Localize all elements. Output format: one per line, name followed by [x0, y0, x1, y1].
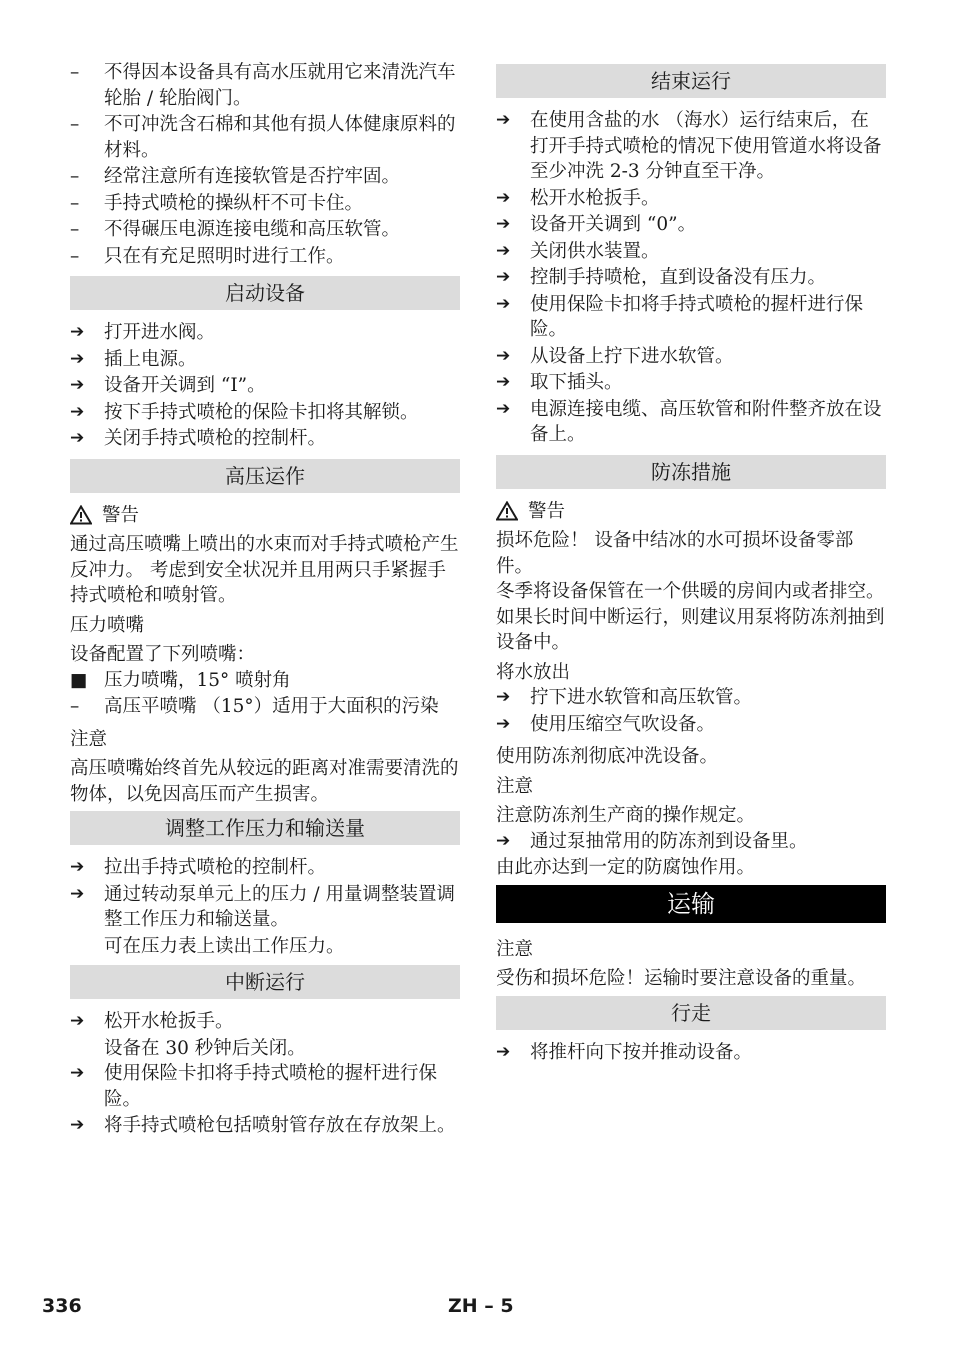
- arrow-icon: ➔: [70, 1063, 85, 1083]
- dash-marker: –: [70, 192, 80, 214]
- list-item: ➔ 使用保险卡扣将手持式喷枪的握杆进行保险。: [496, 293, 864, 340]
- list-item: ➔ 使用保险卡扣将手持式喷枪的握杆进行保险。: [70, 1063, 438, 1110]
- section-heading-end: 结束运行: [496, 64, 886, 98]
- warning-text-2: 冬季将设备保管在一个供暖的房间内或者排空。 如果长时间中断运行，则建议用泵将防冻剂抽到设备中。: [496, 581, 885, 653]
- dash-marker: –: [70, 245, 80, 267]
- warning-triangle-icon: [70, 505, 92, 525]
- note-label: 注意: [496, 938, 534, 960]
- safety-dash-list: [70, 60, 460, 269]
- note-text: 注意防冻剂生产商的操作规定。: [496, 805, 756, 826]
- dash-marker: –: [70, 166, 80, 187]
- list-item: ➔ 打开进水阀。: [70, 320, 460, 346]
- list-item: ➔ 拉出手持式喷枪的控制杆。: [70, 855, 460, 881]
- square-marker: ■: [70, 669, 88, 691]
- list-item: ➔ 按下手持式喷枪的保险卡扣将其解锁。: [70, 400, 460, 426]
- list-item: ➔ 电源连接电缆、高压软管和附件整齐放在设备上。: [496, 398, 882, 445]
- list-item: ➔ 控制手持喷枪，直到设备没有压力。: [496, 265, 886, 291]
- arrow-icon: ➔: [496, 110, 511, 130]
- list-item: ➔ 松开水枪扳手。: [496, 186, 886, 212]
- drain-heading: 将水放出: [496, 661, 571, 683]
- list-item: ➔ 取下插头。: [496, 370, 886, 396]
- right-column: [496, 60, 886, 1066]
- list-item: ➔ 在使用含盐的水 （海水）运行结束后，在打开手持式喷枪的情况下使用管道水将设备至少冲洗 2-3 分钟直至干净。: [496, 110, 882, 182]
- arrow-icon: ➔: [496, 687, 511, 707]
- dash-marker: –: [70, 696, 80, 717]
- arrow-icon: ➔: [70, 1011, 85, 1031]
- warning-label: 警告: [70, 503, 460, 529]
- warning-triangle-icon: [496, 501, 518, 521]
- flush-text: 使用防冻剂彻底冲洗设备。: [496, 746, 719, 767]
- list-item: ➔ 通过转动泵单元上的压力 / 用量调整装置调整工作压力和输送量。: [70, 883, 455, 930]
- arrow-icon: ➔: [70, 428, 85, 448]
- end-steps: [496, 108, 886, 448]
- after-text: 由此亦达到一定的防腐蚀作用。: [496, 857, 756, 878]
- nozzle-intro: 设备配置了下列喷嘴：: [70, 644, 256, 665]
- list-item: ➔ 拧下进水软管和高压软管。: [496, 685, 886, 711]
- list-item: – 高压平喷嘴 （15°）适用于大面积的污染: [70, 694, 460, 720]
- arrow-icon: ➔: [496, 372, 511, 392]
- section-heading-adjust: 调整工作压力和输送量: [70, 811, 460, 845]
- dash-marker: –: [70, 219, 80, 240]
- note-text: 高压喷嘴始终首先从较远的距离对准需要清洗的物体，以免因高压而产生损害。: [70, 758, 459, 805]
- section-heading-frost: 防冻措施: [496, 455, 886, 489]
- list-item: ➔ 使用压缩空气吹设备。: [496, 712, 886, 738]
- list-item: – 不得碾压电源连接电缆和高压软管。: [70, 217, 460, 243]
- list-item: ■ 压力喷嘴，15° 喷射角: [70, 668, 460, 694]
- note-label: 注意: [70, 728, 108, 750]
- section-heading-interrupt: 中断运行: [70, 965, 460, 999]
- list-item: ➔ 松开水枪扳手。: [70, 1009, 460, 1035]
- arrow-icon: ➔: [70, 348, 85, 369]
- list-item: ➔ 通过泵抽常用的防冻剂到设备里。: [496, 829, 886, 855]
- dash-marker: –: [70, 62, 80, 83]
- list-item: ➔ 关闭供水装置。: [496, 239, 886, 265]
- arrow-icon: ➔: [496, 830, 511, 851]
- section-heading-high-pressure: 高压运作: [70, 459, 460, 493]
- left-column: [70, 60, 460, 1140]
- list-item: – 不可冲洗含石棉和其他有损人体健康原料的材料。: [70, 114, 456, 161]
- start-steps: [70, 320, 460, 452]
- arrow-icon: ➔: [70, 322, 85, 342]
- list-item: ➔ 设备开关调到 “I”。: [70, 373, 460, 399]
- section-heading-walk: 行走: [496, 996, 886, 1030]
- interrupt-extra: 设备在 30 秒钟后关闭。: [104, 1037, 306, 1059]
- arrow-icon: ➔: [496, 1041, 511, 1062]
- arrow-icon: ➔: [496, 267, 511, 287]
- list-item: ➔ 插上电源。: [70, 347, 460, 373]
- arrow-icon: ➔: [70, 857, 85, 877]
- list-item: ➔ 设备开关调到 “0”。: [496, 212, 886, 238]
- dash-marker: –: [70, 114, 80, 135]
- note-label: 注意: [496, 775, 534, 797]
- list-item: – 只在有充足照明时进行工作。: [70, 244, 460, 270]
- list-item: – 经常注意所有连接软管是否拧牢固。: [70, 164, 460, 190]
- arrow-icon: ➔: [70, 375, 85, 395]
- list-item: ➔ 将推杆向下按并推动设备。: [496, 1040, 886, 1066]
- list-item: ➔ 关闭手持式喷枪的控制杆。: [70, 426, 460, 452]
- arrow-icon: ➔: [496, 240, 511, 261]
- section-heading-start: 启动设备: [70, 276, 460, 310]
- language-page-label: ZH – 5: [448, 1295, 514, 1317]
- chapter-heading-transport: 运输: [496, 885, 886, 923]
- arrow-icon: ➔: [496, 713, 511, 734]
- list-item: – 手持式喷枪的操纵杆不可卡住。: [70, 191, 460, 217]
- warning-text-1: 损坏危险！ 设备中结冰的水可损坏设备零部件。: [496, 530, 854, 577]
- list-item: ➔ 将手持式喷枪包括喷射管存放在存放架上。: [70, 1113, 460, 1139]
- arrow-icon: ➔: [70, 1115, 85, 1135]
- arrow-icon: ➔: [70, 401, 85, 422]
- warning-label: 警告: [496, 499, 886, 525]
- arrow-icon: ➔: [496, 187, 511, 208]
- arrow-icon: ➔: [496, 398, 511, 419]
- adjust-extra: 可在压力表上读出工作压力。: [104, 935, 345, 957]
- list-item: – 不得因本设备具有高水压就用它来清洗汽车轮胎 / 轮胎阀门。: [70, 62, 456, 109]
- note-text: 受伤和损坏危险！运输时要注意设备的重量。: [496, 968, 867, 989]
- arrow-icon: ➔: [496, 345, 511, 366]
- nozzle-heading: 压力喷嘴: [70, 614, 145, 636]
- arrow-icon: ➔: [496, 293, 511, 314]
- warning-text: 通过高压喷嘴上喷出的水束而对手持式喷枪产生反冲力。 考虑到安全状况并且用两只手紧握手持式喷枪和喷射管。: [70, 534, 459, 606]
- arrow-icon: ➔: [70, 883, 85, 904]
- arrow-icon: ➔: [496, 214, 511, 234]
- list-item: ➔ 从设备上拧下进水软管。: [496, 344, 886, 370]
- page-number: 336: [42, 1295, 82, 1317]
